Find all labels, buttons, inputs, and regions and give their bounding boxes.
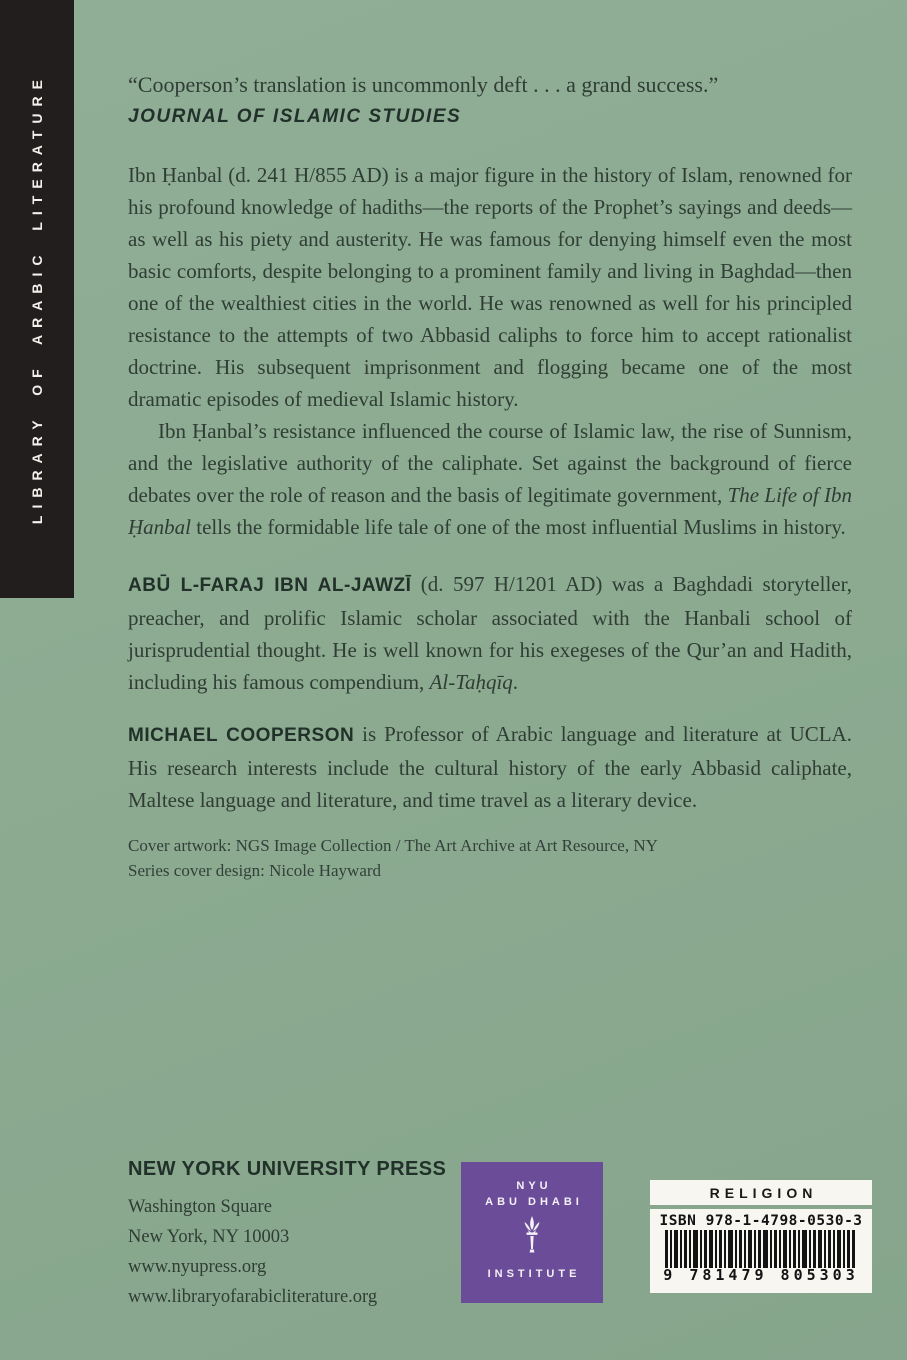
isbn-label: ISBN 978-1-4798-0530-3 bbox=[659, 1213, 863, 1229]
description-paragraph-1 bbox=[128, 159, 852, 415]
paragraph-text: tells the formidable life tale of one of the most influential Muslims in history. bbox=[191, 515, 846, 539]
bio-text: . bbox=[512, 670, 519, 694]
logo-text-nyu: NYU bbox=[516, 1180, 552, 1192]
publisher-address-line-1: Washington Square bbox=[128, 1197, 272, 1217]
book-description bbox=[128, 159, 852, 543]
review-quote: “Cooperson’s translation is uncommonly deft . . . a grand success.” bbox=[128, 72, 719, 97]
publisher-address-line-2: New York, NY 10003 bbox=[128, 1227, 290, 1247]
description-paragraph-2 bbox=[128, 415, 852, 543]
torch-icon bbox=[519, 1215, 545, 1257]
barcode-icon bbox=[665, 1230, 857, 1268]
series-title-vertical: LIBRARY OF ARABIC LITERATURE bbox=[29, 73, 45, 525]
series-url: www.libraryofarabicliterature.org bbox=[128, 1287, 378, 1307]
bio-text: (d. 597 H/1201 AD) was a Baghdadi storyteller, preacher, and prolific Islamic scholar associated with the Hanbali school of jurisprudential thought. He is well known for his exegeses of the Qur’an and Hadith, including his famous compendium, bbox=[128, 572, 853, 694]
translator-bio bbox=[128, 718, 852, 816]
book-title-italic: The Life of Ibn Ḥanbal bbox=[128, 483, 852, 539]
credits-block bbox=[128, 833, 852, 883]
translator-name: MICHAEL COOPERSON bbox=[128, 725, 355, 746]
category-label: RELIGION bbox=[650, 1180, 872, 1205]
barcode-box bbox=[650, 1209, 872, 1293]
logo-text-institute: INSTITUTE bbox=[487, 1268, 581, 1280]
series-sidebar bbox=[0, 0, 74, 598]
publisher-name: NEW YORK UNIVERSITY PRESS bbox=[128, 1158, 447, 1180]
paragraph-text: Ibn Ḥanbal’s resistance influenced the course of Islamic law, the rise of Sunnism, and the legislative authority of the caliphate. Set against the background of fierce debates over the role of reason and the basis of legitimate government, bbox=[128, 419, 852, 507]
cover-artwork-credit: Cover artwork: NGS Image Collection / The Art Archive at Art Resource, NY bbox=[128, 836, 658, 855]
work-title-italic: Al-Taḥqīq bbox=[429, 670, 513, 694]
review-source: JOURNAL OF ISLAMIC STUDIES bbox=[128, 106, 462, 127]
paragraph-text: Ibn Ḥanbal (d. 241 H/855 AD) is a major figure in the history of Islam, renowned for his profound knowledge of hadiths—the reports of the Prophet’s sayings and deeds—as well as his piety and austerity. He was famous for denying himself even the most basic comforts, despite belonging to a prominent family and living in Baghdad—then one of the wealthiest cities in the world. He was renowned as well for his principled resistance to the attempts of two Abbasid caliphs to force him to accept rationalist doctrine. His subsequent imprisonment and flogging became one of the most dramatic episodes of medieval Islamic history. bbox=[128, 163, 852, 411]
logo-text-abu-dhabi: ABU DHABI bbox=[485, 1196, 583, 1208]
barcode-digits: 9 781479 805303 bbox=[663, 1266, 859, 1284]
nyu-abu-dhabi-institute-logo bbox=[461, 1162, 603, 1303]
series-design-credit: Series cover design: Nicole Hayward bbox=[128, 861, 382, 880]
publisher-url: www.nyupress.org bbox=[128, 1257, 267, 1277]
author-name: ABŪ L-FARAJ IBN AL-JAWZĪ bbox=[128, 575, 412, 596]
author-bio bbox=[128, 568, 852, 698]
publisher-block bbox=[128, 1158, 446, 1312]
bio-text: is Professor of Arabic language and literature at UCLA. His research interests include the cultural history of the early Abbasid caliphate, Maltese language and literature, and time travel as a literary device. bbox=[128, 722, 852, 812]
